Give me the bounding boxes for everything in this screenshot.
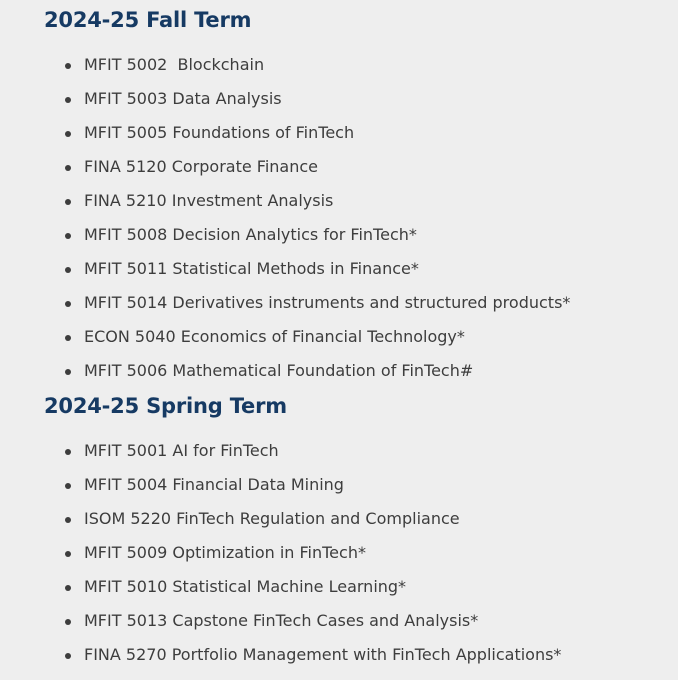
course-item	[0, 504, 561, 538]
course-label: MFIT 5014 Derivatives instruments and structured products*	[84, 293, 571, 312]
bullet-icon	[65, 63, 71, 69]
course-item	[0, 118, 570, 152]
bullet-icon	[65, 199, 71, 205]
course-label: MFIT 5010 Statistical Machine Learning*	[84, 577, 407, 596]
bullet-icon	[65, 619, 71, 625]
course-item	[0, 436, 561, 470]
course-item	[0, 50, 570, 84]
course-label: MFIT 5001 AI for FinTech	[84, 441, 279, 460]
bullet-icon	[65, 483, 71, 489]
bullet-icon	[65, 131, 71, 137]
bullet-icon	[65, 517, 71, 523]
spring-term-heading: 2024-25 Spring Term	[44, 394, 287, 418]
course-item	[0, 186, 570, 220]
course-item	[0, 220, 570, 254]
bullet-icon	[65, 165, 71, 171]
bullet-icon	[65, 369, 71, 375]
course-label: MFIT 5011 Statistical Methods in Finance*	[84, 259, 419, 278]
course-label: FINA 5270 Portfolio Management with FinTech Applications*	[84, 645, 562, 664]
bullet-icon	[65, 335, 71, 341]
course-item	[0, 288, 570, 322]
bullet-icon	[65, 233, 71, 239]
course-item	[0, 470, 561, 504]
course-item	[0, 356, 570, 390]
course-item	[0, 572, 561, 606]
course-item	[0, 322, 570, 356]
course-label: MFIT 5005 Foundations of FinTech	[84, 123, 355, 142]
course-label: MFIT 5003 Data Analysis	[84, 89, 282, 108]
bullet-icon	[65, 97, 71, 103]
course-label: MFIT 5006 Mathematical Foundation of FinTech#	[84, 361, 474, 380]
course-label: MFIT 5004 Financial Data Mining	[84, 475, 344, 494]
bullet-icon	[65, 301, 71, 307]
course-item	[0, 254, 570, 288]
course-label: FINA 5210 Investment Analysis	[84, 191, 334, 210]
course-label: MFIT 5002 Blockchain	[84, 55, 265, 74]
course-label: MFIT 5009 Optimization in FinTech*	[84, 543, 366, 562]
course-label: MFIT 5013 Capstone FinTech Cases and Analysis*	[84, 611, 479, 630]
course-item	[0, 640, 561, 674]
bullet-icon	[65, 653, 71, 659]
course-item	[0, 84, 570, 118]
bullet-icon	[65, 585, 71, 591]
spring-course-list	[0, 436, 561, 674]
fall-term-heading: 2024-25 Fall Term	[44, 8, 252, 32]
course-label: ISOM 5220 FinTech Regulation and Compliance	[84, 509, 460, 528]
course-label: MFIT 5008 Decision Analytics for FinTech*	[84, 225, 417, 244]
bullet-icon	[65, 551, 71, 557]
bullet-icon	[65, 267, 71, 273]
course-label: FINA 5120 Corporate Finance	[84, 157, 319, 176]
course-item	[0, 152, 570, 186]
bullet-icon	[65, 449, 71, 455]
fall-course-list	[0, 50, 570, 390]
course-label: ECON 5040 Economics of Financial Technology*	[84, 327, 465, 346]
course-item	[0, 538, 561, 572]
course-item	[0, 606, 561, 640]
